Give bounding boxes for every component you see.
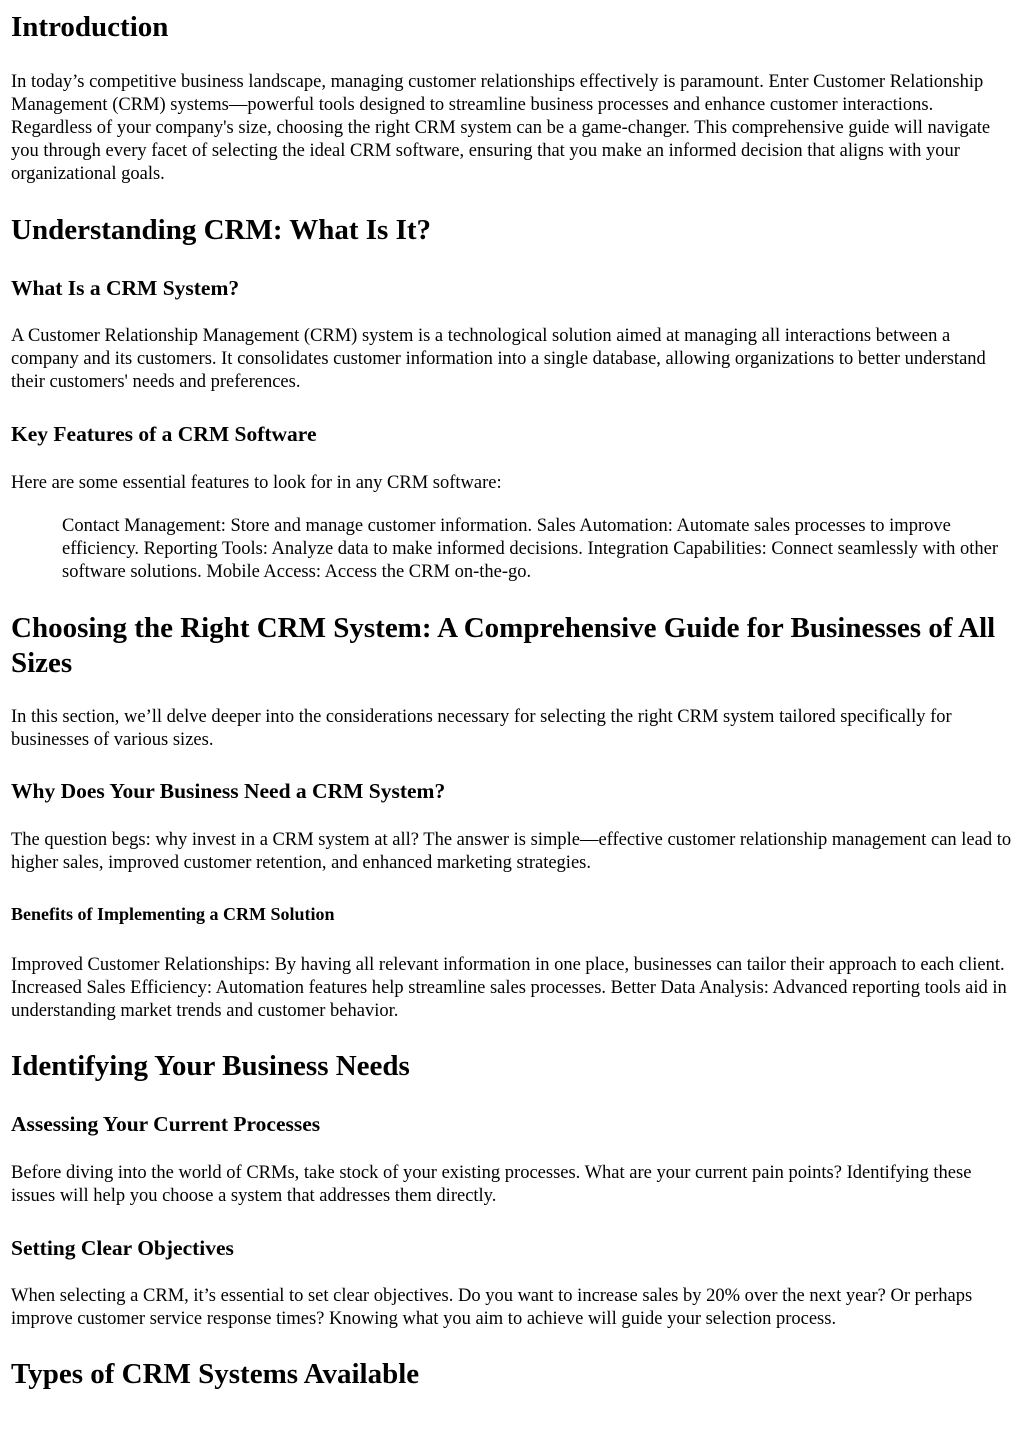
heading-understanding-crm: Understanding CRM: What Is It?	[11, 214, 432, 246]
heading-types-of-crm: Types of CRM Systems Available	[11, 1358, 420, 1390]
heading-introduction: Introduction	[11, 11, 169, 43]
heading-key-features: Key Features of a CRM Software	[11, 422, 317, 446]
heading-assessing-processes: Assessing Your Current Processes	[11, 1112, 321, 1136]
paragraph-setting-objectives: When selecting a CRM, it’s essential to set clear objectives. Do you want to increase sales by 20% over the next year? Or perhaps improve customer service response times? Knowing what you aim to achieve will guide your selection process.	[11, 1286, 973, 1329]
heading-choosing-right-crm: Choosing the Right CRM System: A Comprehensive Guide for Businesses of All Sizes	[11, 612, 996, 679]
heading-identifying-needs: Identifying Your Business Needs	[11, 1050, 410, 1082]
paragraph-introduction: In today’s competitive business landscape, managing customer relationships effectively is paramount. Enter Customer Relationship Management (CRM) systems—powerful tools designed to streamline business processes and enhance customer interactions. Regardless of your company's size, choosing the right CRM system can be a game-changer. This comprehensive guide will navigate you through every facet of selecting the ideal CRM software, ensuring that you make an informed decision that aligns with your organizational goals.	[11, 72, 991, 184]
heading-setting-objectives: Setting Clear Objectives	[11, 1236, 234, 1260]
paragraph-key-features-intro: Here are some essential features to look for in any CRM software:	[11, 473, 502, 493]
key-features-list: Contact Management: Store and manage customer information. Sales Automation: Automate sales processes to improve efficiency. Reporting Tools: Analyze data to make informed decisions. Integration Capabilities: Connect seamlessly with other software solutions. Mobile Access: Access the CRM on-the-go.	[62, 516, 998, 582]
heading-benefits: Benefits of Implementing a CRM Solution	[11, 904, 335, 924]
paragraph-assessing-processes: Before diving into the world of CRMs, take stock of your existing processes. What are your current pain points? Identifying these issues will help you choose a system that addresses them directly.	[11, 1163, 972, 1206]
paragraph-choosing-right-crm: In this section, we’ll delve deeper into the considerations necessary for selecting the right CRM system tailored specifically for businesses of various sizes.	[11, 707, 952, 750]
paragraph-benefits: Improved Customer Relationships: By having all relevant information in one place, businesses can tailor their approach to each client. Increased Sales Efficiency: Automation features help streamline sales processes. Better Data Analysis: Advanced reporting tools aid in understanding market trends and customer behavior.	[11, 955, 1007, 1021]
paragraph-what-is-crm-system: A Customer Relationship Management (CRM) system is a technological solution aimed at managing all interactions between a company and its customers. It consolidates customer information into a single database, allowing organizations to better understand their customers' needs and preferences.	[11, 326, 986, 392]
heading-why-need-crm: Why Does Your Business Need a CRM System?	[11, 779, 446, 803]
paragraph-why-need-crm: The question begs: why invest in a CRM system at all? The answer is simple—effective customer relationship management can lead to higher sales, improved customer retention, and enhanced marketing strategies.	[11, 830, 1012, 873]
heading-what-is-crm-system: What Is a CRM System?	[11, 276, 240, 300]
